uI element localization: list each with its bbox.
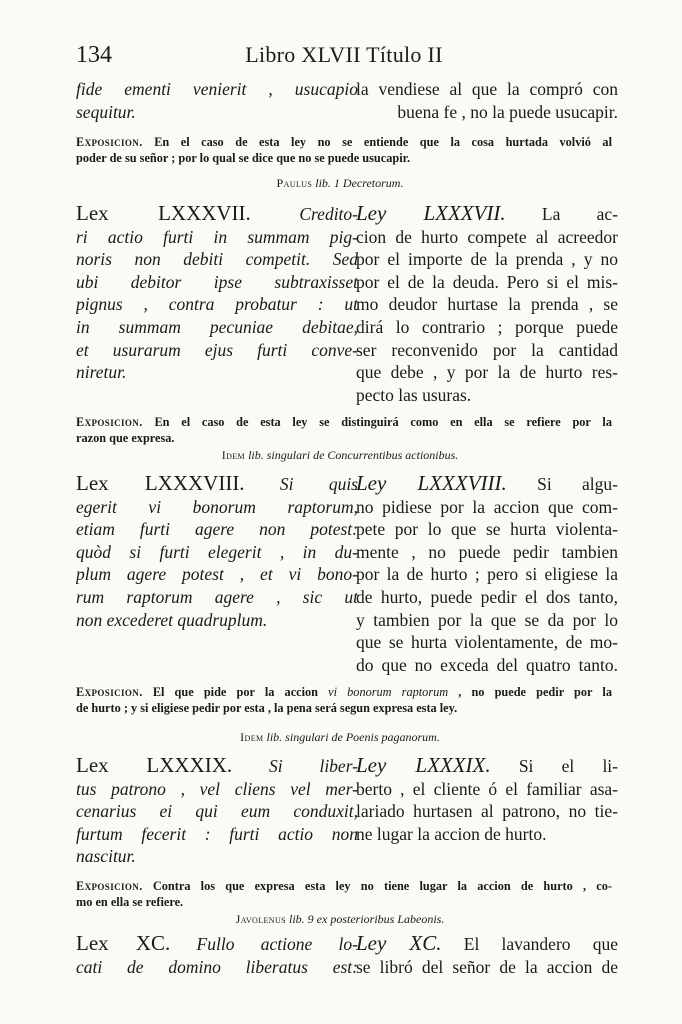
running-head	[76, 42, 612, 72]
ley-number: Ley LXXXIX.	[356, 754, 491, 777]
spanish-line: mente , no puede pedir tambien	[356, 541, 618, 562]
latin-line: nascitur.	[76, 846, 136, 867]
law-88	[60, 472, 620, 678]
source-work: lib. singulari de Concurrentibus actionibus.	[248, 448, 459, 462]
spanish-line: que se hurta violentamente, de mo-	[356, 632, 618, 653]
spanish-line: que debe , y por la de hurto res-	[356, 362, 618, 383]
latin-column	[76, 202, 358, 384]
exposition-text: mo en ella se refiere.	[76, 895, 184, 909]
exposition-2	[76, 414, 612, 446]
spanish-line: buena fe , no la puede usucapir.	[397, 101, 618, 122]
source-author: Idem	[221, 448, 246, 462]
lex-number: Lex LXXXVII.	[76, 202, 251, 225]
latin-line: sequitur.	[76, 101, 136, 122]
spanish-line: Si algu-	[537, 474, 618, 494]
latin-line: in summam pecuniae debitae,	[76, 316, 358, 337]
source-author: Paulus	[276, 176, 313, 190]
source-work: lib. 9 ex posterioribus Labeonis.	[289, 912, 445, 926]
latin-line: rum raptorum agere , sic ut	[76, 586, 358, 607]
latin-column	[76, 472, 358, 631]
exposition-text: , no puede pedir por la	[448, 685, 612, 699]
exposition-label: Exposicion.	[76, 135, 143, 149]
spanish-column	[356, 78, 618, 123]
source-work: lib. singulari de Poenis paganorum.	[266, 730, 440, 744]
latin-line: niretur.	[76, 362, 127, 383]
source-author: Idem	[240, 730, 264, 744]
spanish-line: berto , el cliente ó el familiar asa-	[356, 778, 618, 799]
spanish-line: cion de hurto compete al acreedor	[356, 226, 618, 247]
spanish-line: La ac-	[541, 204, 618, 224]
exposition-italic-term: vi bonorum raptorum	[328, 685, 449, 699]
exposition-text: de hurto ; y si eligiese pedir por esta , la pena será segun expresa esta ley.	[76, 701, 458, 715]
latin-line: etiam furti agere non potest:	[76, 519, 358, 540]
exposition-3	[76, 684, 612, 716]
law-87	[60, 202, 620, 406]
latin-line: cenarius ei qui eum conduxit,	[76, 801, 358, 822]
spanish-line: ne lugar la accion de hurto.	[356, 823, 547, 844]
latin-line: fide ementi venierit , usucapio	[76, 79, 358, 99]
source-author: Javolenus	[235, 912, 286, 926]
top-continuation	[60, 78, 620, 124]
exposition-4	[76, 878, 612, 910]
lex-number: Lex LXXXVIII.	[76, 472, 245, 495]
latin-line: et usurarum ejus furti conve-	[76, 339, 358, 360]
spanish-line: por la de hurto ; pero si eligiese la	[356, 564, 618, 585]
ley-number: Ley XC.	[356, 932, 442, 955]
spanish-line: y tambien por la que se da por lo	[356, 609, 618, 630]
latin-line: Credito-	[299, 204, 358, 224]
spanish-column	[356, 754, 618, 845]
spanish-line: pete por lo que se hurta violenta-	[356, 519, 618, 540]
spanish-line: Si el li-	[518, 756, 618, 776]
running-title: Libro XLVII Título II	[245, 42, 443, 67]
spanish-line: do que no exceda del quatro tanto.	[356, 654, 618, 675]
law-89	[60, 754, 620, 870]
latin-line: furtum fecerit : furti actio non	[76, 823, 358, 844]
spanish-line: El lavandero que	[463, 934, 618, 954]
source-citation-4	[60, 912, 620, 926]
spanish-column	[356, 202, 618, 406]
latin-line: quòd si furti elegerit , in du-	[76, 541, 358, 562]
latin-column	[76, 78, 358, 123]
source-work: lib. 1 Decretorum.	[315, 176, 404, 190]
exposition-label: Exposicion.	[76, 415, 143, 429]
ley-number: Ley LXXXVIII.	[356, 472, 507, 495]
lex-number: Lex LXXXIX.	[76, 754, 233, 777]
source-citation-3	[60, 730, 620, 744]
source-citation-1	[60, 176, 620, 190]
ley-number: Ley LXXXVII.	[356, 202, 506, 225]
exposition-text: El que pide por la accion	[142, 685, 329, 699]
spanish-line: de hurto, puede pedir el dos tanto,	[356, 586, 618, 607]
exposition-label: Exposicion.	[76, 685, 143, 699]
latin-line: non excederet quadruplum.	[76, 609, 268, 630]
latin-line: ubi debitor ipse subtraxisset	[76, 271, 358, 292]
page-number: 134	[76, 42, 112, 68]
exposition-text: razon que expresa.	[76, 431, 175, 445]
spanish-column	[356, 472, 618, 676]
latin-line: plum agere potest , et vi bono-	[76, 564, 358, 585]
latin-line: pignus , contra probatur : ut	[76, 294, 358, 315]
latin-column	[76, 754, 358, 868]
latin-column	[76, 932, 358, 978]
source-citation-2	[60, 448, 620, 462]
latin-line: tus patrono , vel cliens vel mer-	[76, 778, 358, 799]
spanish-line: pecto las usuras.	[356, 384, 472, 405]
exposition-text: En el caso de esta ley se distinguirá como en ella se refiere por la	[142, 415, 612, 429]
exposition-text: En el caso de esta ley no se entiende que la cosa hurtada volvió al	[142, 135, 612, 149]
latin-line: ri actio furti in summam pig-	[76, 226, 358, 247]
latin-line: Si quis	[279, 474, 358, 494]
spanish-column	[356, 932, 618, 978]
spanish-line: por el de la deuda. Pero si el mis-	[356, 271, 618, 292]
lex-number: Lex XC.	[76, 932, 171, 955]
spanish-line: mo deudor hurtase la prenda , se	[356, 294, 618, 315]
exposition-1	[76, 134, 612, 166]
latin-line: egerit vi bonorum raptorum,	[76, 496, 358, 517]
exposition-text: Contra los que expresa esta ley no tiene lugar la accion de hurto , co-	[142, 879, 612, 893]
spanish-line: dirá lo contrario ; porque puede	[356, 316, 618, 337]
spanish-line: ser reconvenido por la cantidad	[356, 339, 618, 360]
latin-line: cati de domino liberatus est:	[76, 956, 358, 977]
spanish-line: lariado hurtasen al patrono, no tie-	[356, 801, 618, 822]
law-90	[60, 932, 620, 992]
exposition-text: poder de su señor ; por lo qual se dice que no se puede usucapir.	[76, 151, 411, 165]
spanish-line: la vendiese al que la compró con	[356, 79, 618, 99]
exposition-label: Exposicion.	[76, 879, 143, 893]
latin-line: noris non debiti competit. Sed	[76, 249, 358, 270]
spanish-line: no pidiese por la accion que com-	[356, 496, 618, 517]
spanish-line: por el importe de la prenda , y no	[356, 249, 618, 270]
latin-line: Fullo actione lo-	[196, 934, 358, 954]
latin-line: Si liber-	[268, 756, 358, 776]
spanish-line: se libró del señor de la accion de	[356, 956, 618, 977]
